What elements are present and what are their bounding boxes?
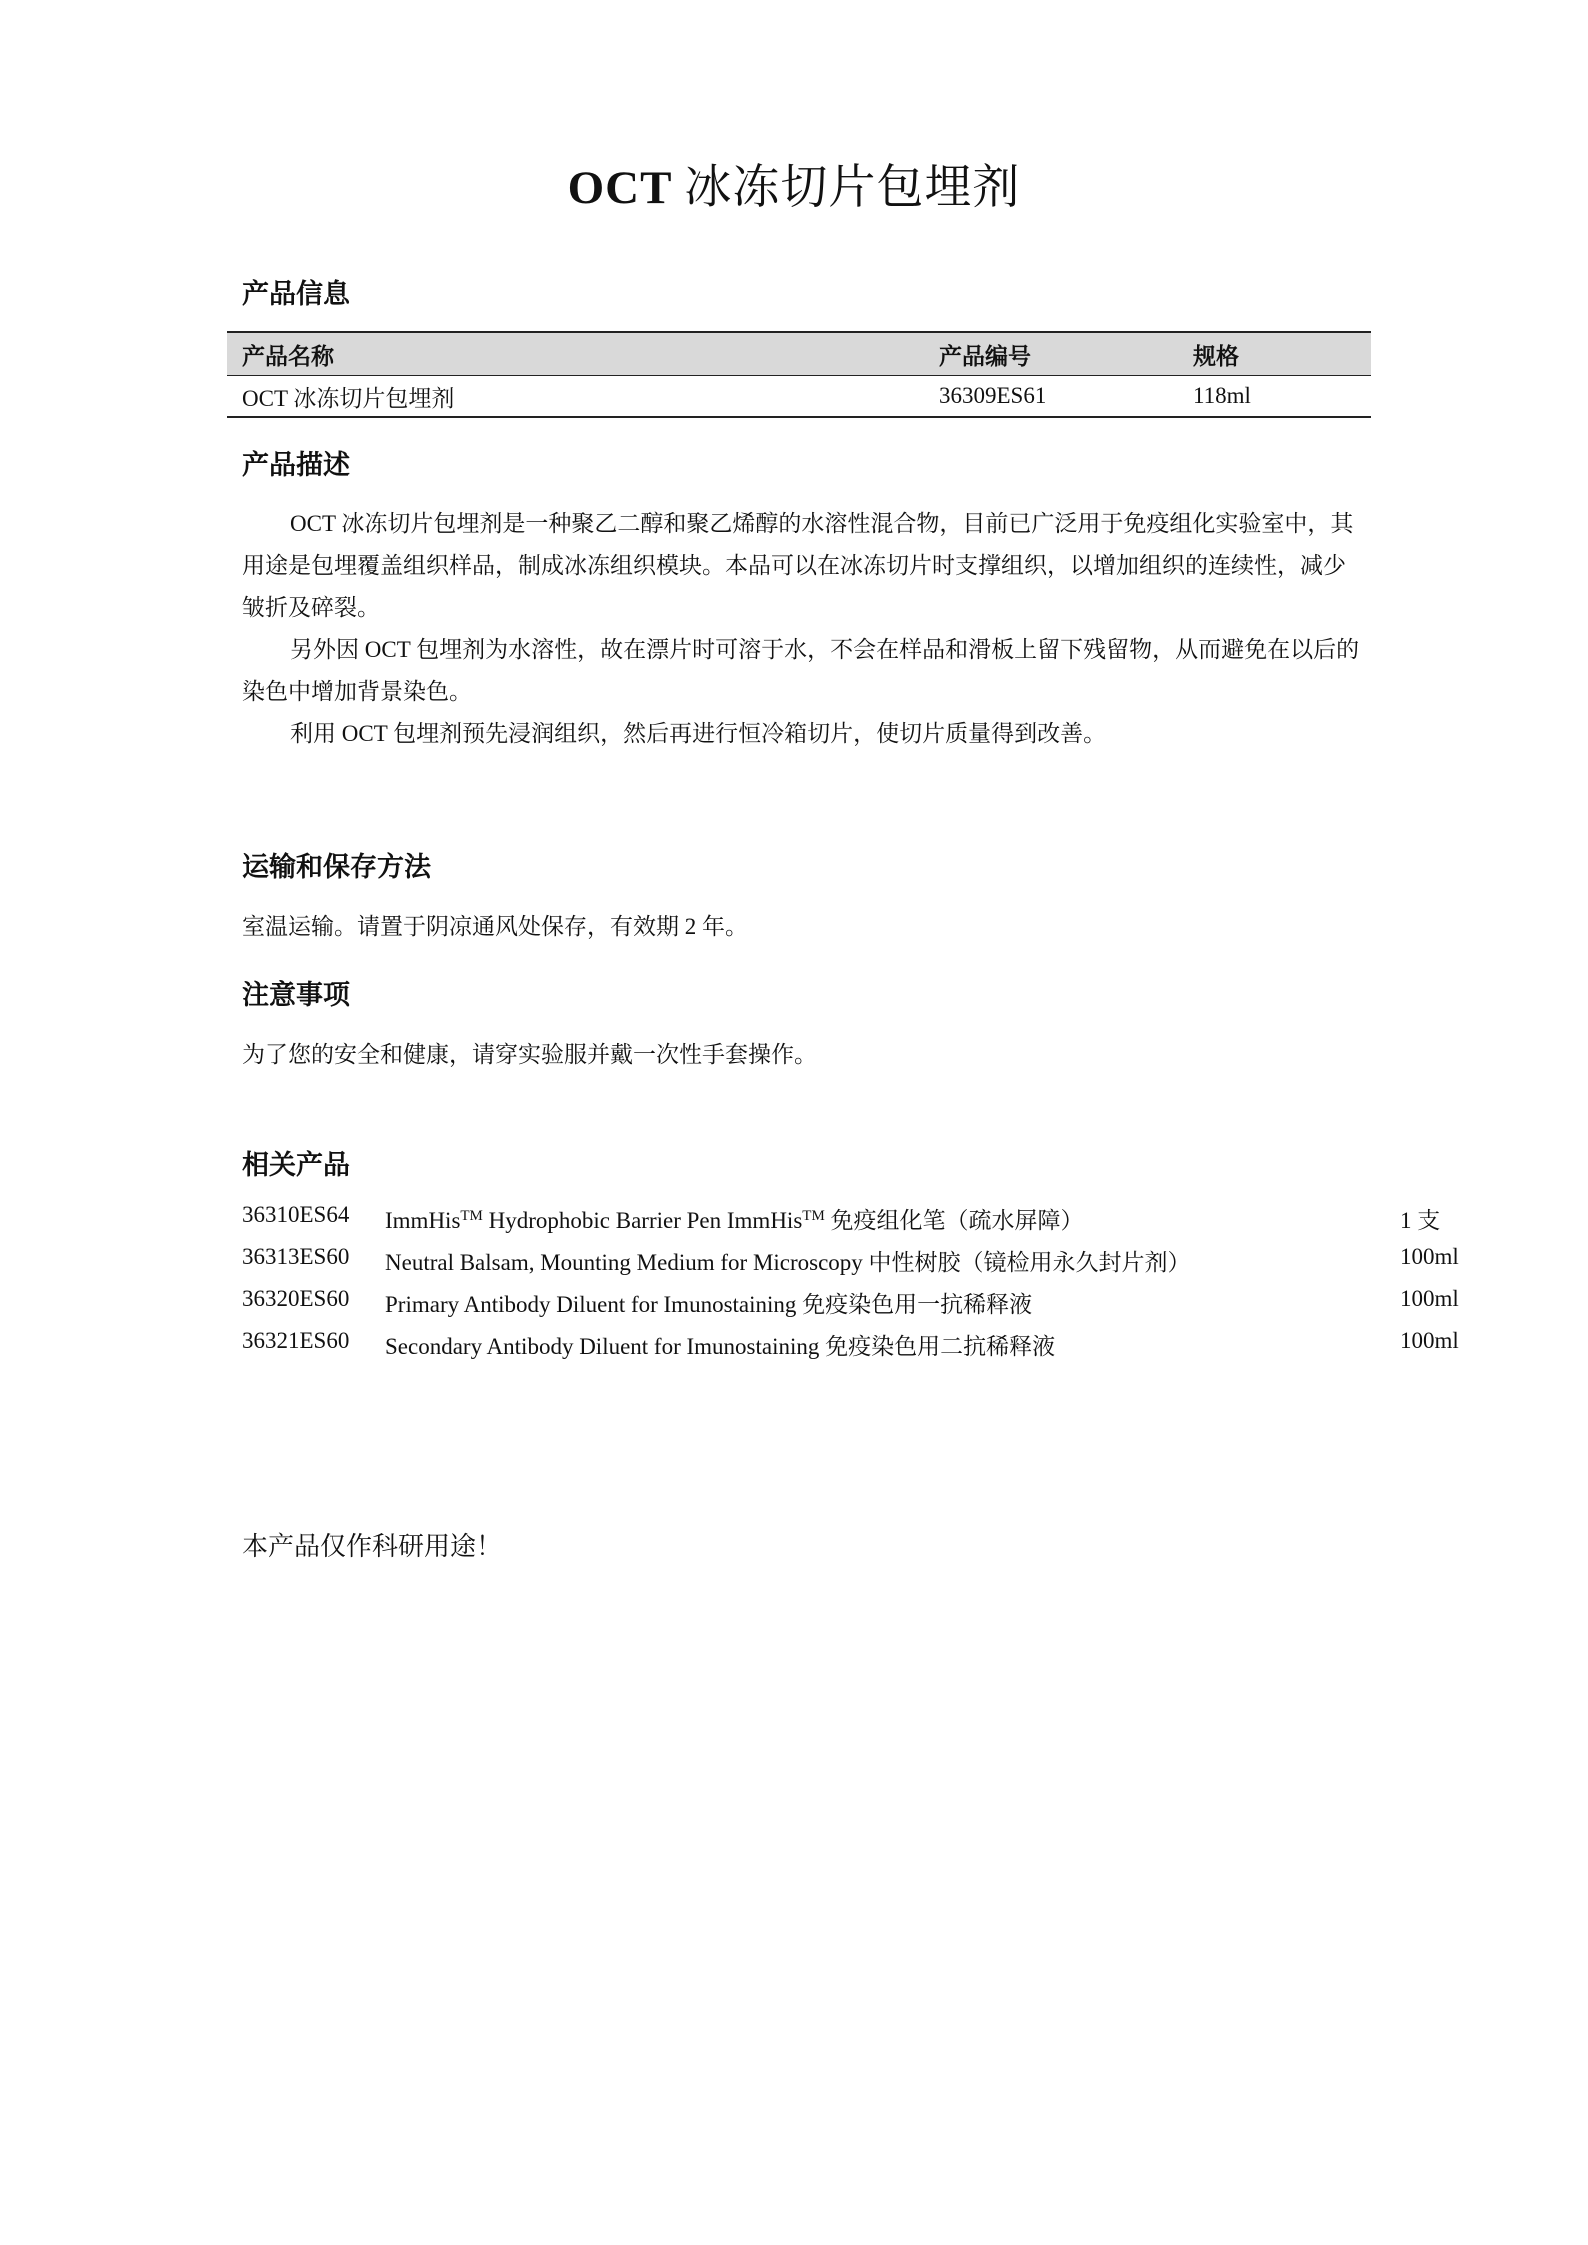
description-heading: 产品描述 [242,450,350,480]
related-code: 36321ES60 [242,1328,350,1353]
description-text-1: OCT 冰冻切片包埋剂是一种聚乙二醇和聚乙烯醇的水溶性混合物，目前已广泛用于免疫组化实验室中，其用途是包埋覆盖组织样品，制成冰冻组织模块。本品可以在冰冻切片时支撑组织，以增加组织的连续性，减少皱折及碎裂。 [242,511,1354,620]
cell-product-name: OCT 冰冻切片包埋剂 [227,376,939,418]
related-name-part: Hydrophobic Barrier Pen ImmHis [482,1208,803,1233]
storage-heading: 运输和保存方法 [242,852,431,882]
storage-text: 室温运输。请置于阴凉通风处保存，有效期 2 年。 [242,914,748,939]
trademark-mark: TM [460,1208,483,1224]
list-item [242,1244,1492,1286]
related-name-part: 免疫组化笔（疏水屏障） [824,1208,1084,1233]
related-code: 36310ES64 [242,1202,350,1227]
list-item [242,1202,1492,1244]
table-header-row [227,332,1371,376]
related-name-part: ImmHis [385,1208,461,1233]
description-text-3: 利用 OCT 包埋剂预先浸润组织，然后再进行恒冷箱切片，使切片质量得到改善。 [290,721,1107,746]
related-name: Neutral Balsam, Mounting Medium for Microscopy 中性树胶（镜检用永久封片剂） [385,1250,1191,1275]
cell-spec: 118ml [1193,376,1371,418]
related-qty: 100ml [1400,1328,1459,1353]
description-text-2: 另外因 OCT 包埋剂为水溶性，故在漂片时可溶于水，不会在样品和滑板上留下残留物，从而避免在以后的染色中增加背景染色。 [242,637,1360,704]
related-qty: 1 支 [1400,1208,1441,1233]
research-use-note: 本产品仅作科研用途！ [242,1532,503,1561]
header-spec: 规格 [1193,332,1371,376]
title-chinese: 冰冻切片包埋剂 [684,162,1021,214]
related-name: Secondary Antibody Diluent for Imunostaining 免疫染色用二抗稀释液 [385,1334,1056,1359]
related-name [385,1202,1084,1235]
page-title [0,150,1588,217]
header-product-code: 产品编号 [939,332,1193,376]
header-product-name: 产品名称 [227,332,939,376]
related-code: 36320ES60 [242,1286,350,1311]
related-products-heading: 相关产品 [242,1150,350,1180]
list-item [242,1286,1492,1328]
description-paragraph-2 [242,629,1360,713]
product-info-heading: 产品信息 [242,279,350,309]
related-qty: 100ml [1400,1244,1459,1269]
notes-text: 为了您的安全和健康，请穿实验服并戴一次性手套操作。 [242,1042,817,1067]
title-prefix: OCT [567,162,672,214]
notes-heading: 注意事项 [242,980,350,1010]
related-qty: 100ml [1400,1286,1459,1311]
cell-product-code: 36309ES61 [939,376,1193,418]
product-info-table [227,331,1371,418]
description-paragraph-1 [242,503,1360,629]
related-products-list [242,1202,1492,1370]
table-row [227,376,1371,418]
list-item [242,1328,1492,1370]
related-code: 36313ES60 [242,1244,350,1269]
trademark-mark: TM [802,1208,825,1224]
related-name: Primary Antibody Diluent for Imunostaining 免疫染色用一抗稀释液 [385,1292,1033,1317]
description-paragraph-3 [242,713,1360,755]
